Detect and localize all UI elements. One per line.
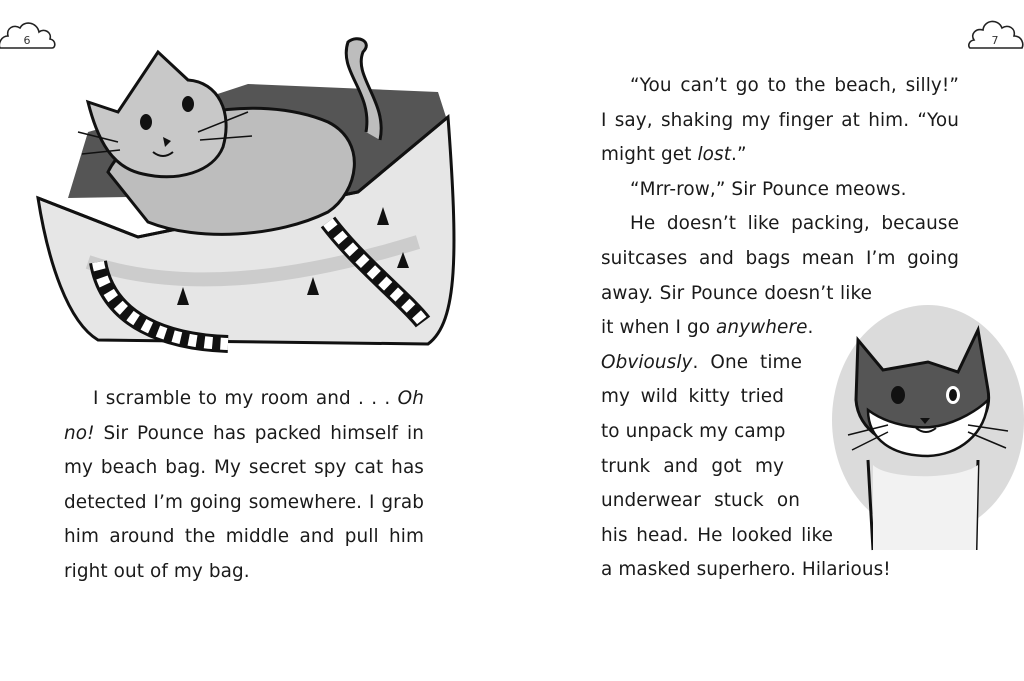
text-line: it when I go anywhere. xyxy=(601,317,814,339)
text-line: to unpack my camp xyxy=(601,420,786,442)
text-line: might get lost.” xyxy=(601,144,747,166)
text-line: “Mrr-row,” Sir Pounce meows. xyxy=(630,178,907,200)
text-line: his head. He looked like xyxy=(601,524,833,546)
left-body-text xyxy=(64,382,424,590)
right-body-text xyxy=(601,69,959,588)
text-line: no! Sir Pounce has packed himself in xyxy=(64,422,424,444)
text-line: him around the middle and pull him xyxy=(64,526,424,548)
text-line: underwear stuck on xyxy=(601,490,800,512)
text-line: my beach bag. My secret spy cat has xyxy=(64,457,424,479)
text-line: Obviously. One time xyxy=(601,351,802,373)
page-number: 7 xyxy=(991,34,999,47)
cat-in-bag-illustration xyxy=(28,22,468,362)
text-line: a masked superhero. Hilarious! xyxy=(601,559,891,581)
text-line: detected I’m going somewhere. I grab xyxy=(64,491,424,513)
text-line: trunk and got my xyxy=(601,455,784,477)
page-number-cloud xyxy=(966,14,1024,54)
text-line: I say, shaking my finger at him. “You xyxy=(601,109,959,131)
right-page xyxy=(512,0,1024,681)
text-line: away. Sir Pounce doesn’t like xyxy=(601,282,872,304)
text-line: right out of my bag. xyxy=(64,560,250,582)
text-line: suitcases and bags mean I’m going xyxy=(601,247,959,269)
page-number: 6 xyxy=(23,34,31,47)
text-line: “You can’t go to the beach, silly!” xyxy=(630,75,959,96)
text-line: He doesn’t like packing, because xyxy=(630,213,959,235)
text-line: my wild kitty tried xyxy=(601,386,784,408)
text-line: I scramble to my room and . . . Oh xyxy=(93,388,424,409)
